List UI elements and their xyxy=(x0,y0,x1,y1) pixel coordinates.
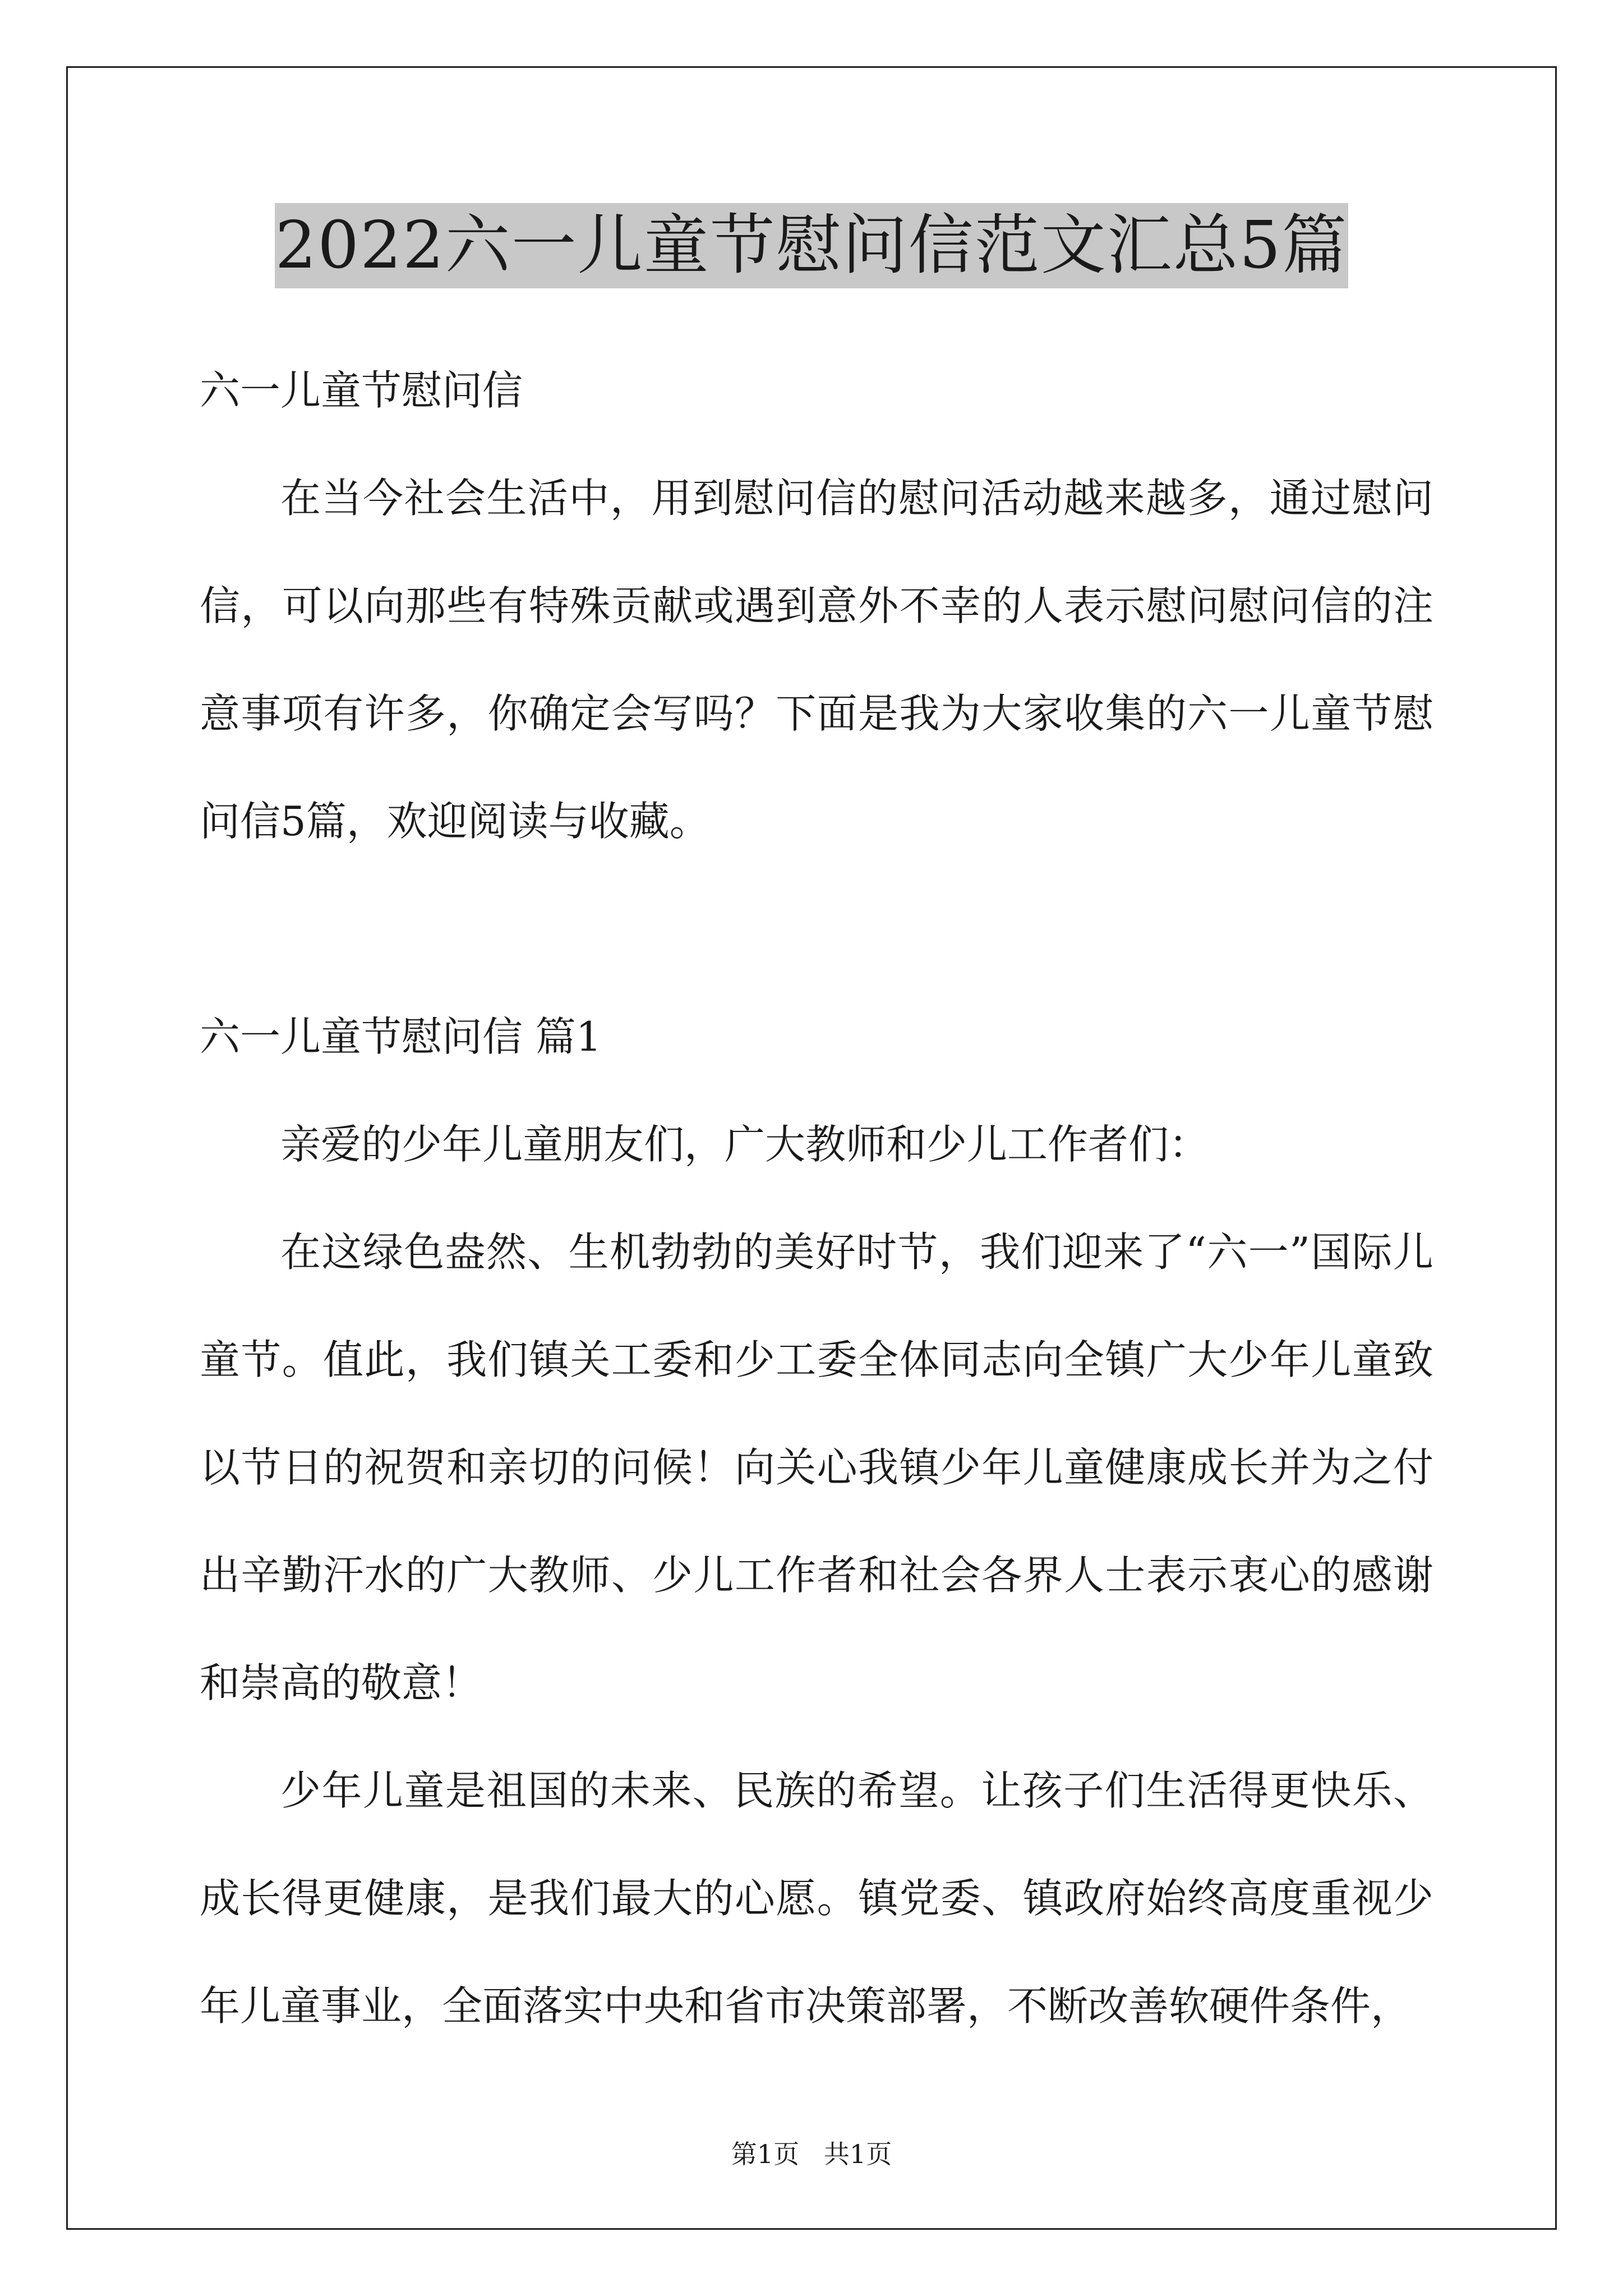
section-spacer xyxy=(200,875,1433,983)
page-footer: 第1页 共1页 xyxy=(731,2139,892,2169)
article1-heading: 六一儿童节慰问信 篇1 xyxy=(200,1013,602,1060)
article1-paragraph-2: 少年儿童是祖国的未来、民族的希望。让孩子们生活得更快乐、成长得更健康，是我们最大的心愿。镇党委、镇政府始终高度重视少年儿童事业，全面落实中央和省市决策部署，不断改善软硬件条件， xyxy=(200,1767,1433,2030)
intro-heading: 六一儿童节慰问信 xyxy=(200,367,523,414)
article1-salutation: 亲爱的少年儿童朋友们，广大教师和少儿工作者们： xyxy=(280,1121,1210,1168)
title-container xyxy=(0,203,1623,288)
document-body xyxy=(200,337,1433,2060)
article1-paragraph-1: 在这绿色盎然、生机勃勃的美好时节，我们迎来了“六一”国际儿童节。值此，我们镇关工委和少工委全体同志向全镇广大少年儿童致以节日的祝贺和亲切的问候！向关心我镇少年儿童健康成长并为之付出辛勤汗水的广大教师、少儿工作者和社会各界人士表示衷心的感谢和崇高的敬意！ xyxy=(200,1228,1433,1706)
intro-paragraph: 在当今社会生活中，用到慰问信的慰问活动越来越多，通过慰问信，可以向那些有特殊贡献或遇到意外不幸的人表示慰问慰问信的注意事项有许多，你确定会写吗？下面是我为大家收集的六一儿童节慰问信5篇，欢迎阅读与收藏。 xyxy=(200,475,1433,845)
document-title: 2022六一儿童节慰问信范文汇总5篇 xyxy=(275,203,1348,288)
